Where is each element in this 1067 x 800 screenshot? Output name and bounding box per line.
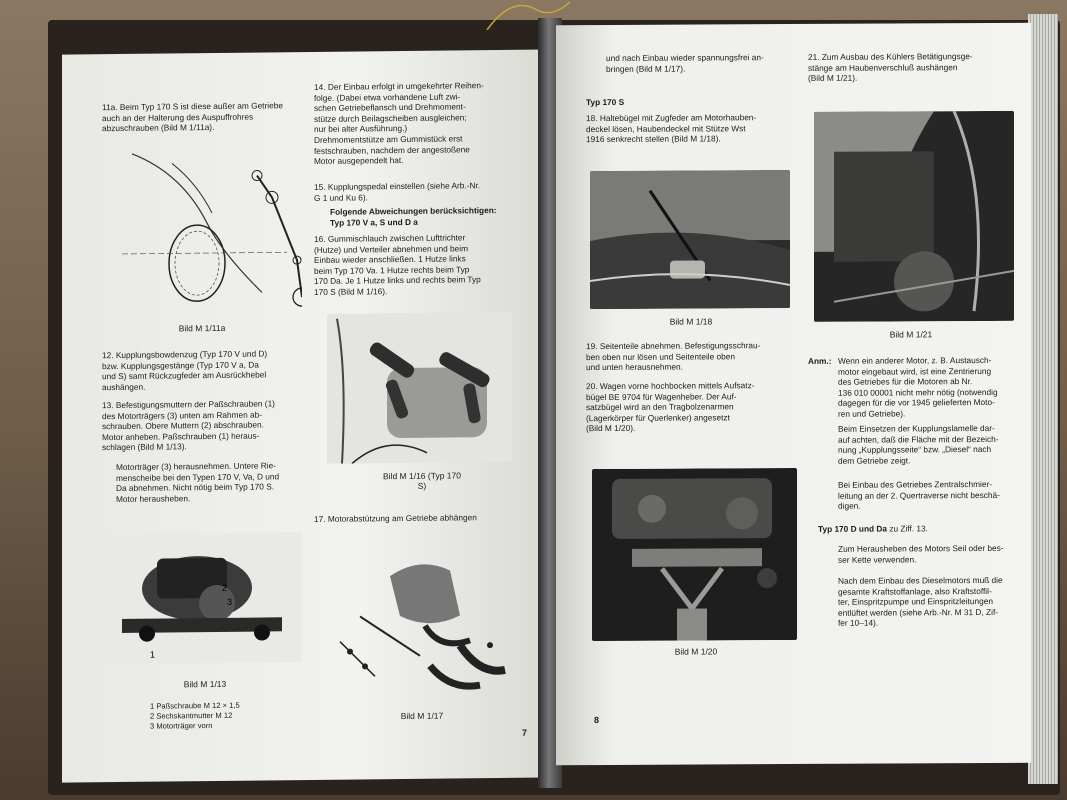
step-21: 21. Zum Ausbau des Kühlers Betätigungsge- stänge am Haubenverschluß aushängen (Bild M 1/21).	[808, 51, 973, 84]
callout-3: 3	[227, 596, 233, 607]
page-number-right: 8	[594, 715, 600, 726]
caption-m1-17: Bild M 1/17	[400, 710, 444, 722]
figure-m1-20-photo	[592, 468, 797, 641]
caption-m1-16: Bild M 1/16 (Typ 170 S)	[383, 470, 461, 491]
diesel-step-1: Zum Herausheben des Motors Seil oder bes- ser Kette verwenden.	[838, 542, 1004, 565]
step-14: 14. Der Einbau erfolgt in umgekehrter Reihen- folge. (Dabei etwa vorhandene Luft zwi- schen Getriebeflansch und Drehmoment- stütze durch Beilagscheiben ausgleichen; nur bei alter Ausführung.) Drehmomentstütze am Gummistück erst festschrauben, nachdem der angestoßene Motor ausgependelt hat.	[314, 80, 484, 167]
caption-m1-13: Bild M 1/13	[183, 678, 227, 690]
note-gearbox: Bei Einbau des Getriebes Zentralschmier- leitung an der 2. Quertraverse nicht beschä- digen.	[838, 478, 1000, 511]
page-number-left: 7	[522, 727, 528, 738]
figure-m1-16-photo	[327, 312, 512, 464]
step-17: 17. Motorabstützung am Getriebe abhängen	[314, 512, 477, 524]
caption-m1-11a: Bild M 1/11a	[178, 322, 226, 334]
step-12: 12. Kupplungsbowdenzug (Typ 170 V und D) bzw. Kupplungsgestänge (Typ 170 V a, Da und S) samt Rückzugfeder am Ausrückhebel aushängen.	[102, 348, 268, 392]
heading-deviations: Folgende Abweichungen berücksichtigen: Typ 170 V a, S und D a	[330, 205, 497, 228]
figure-m1-11a-drawing	[112, 142, 302, 319]
caption-m1-18: Bild M 1/18	[669, 316, 713, 327]
step-11a: 11a. Beim Typ 170 S ist diese außer am Getriebe auch an der Halterung des Auspuffrohres abzuschrauben (Bild M 1/11a).	[102, 100, 283, 134]
step-18: 18. Haltebügel mit Zugfeder am Motorhauben- deckel lösen, Haubendeckel mit Stütze Wst 1916 senkrecht stellen (Bild M 1/18).	[586, 112, 757, 145]
heading-typ-170d-bold: Typ 170 D und Da	[818, 523, 888, 534]
callout-1: 1	[150, 649, 156, 660]
diesel-step-2: Nach dem Einbau des Dieselmotors muß die gesamte Kraftstoffanlage, also Kraftstoffil- ter, Einspritzpumpe und Einspritzleitungen entlüftet werden (siehe Arb.-Nr. M 31 D, Zif- fer 10–14).	[838, 574, 1003, 629]
step-17-continued: und nach Einbau wieder spannungsfrei an- bringen (Bild M 1/17).	[606, 52, 764, 74]
caption-m1-21: Bild M 1/21	[889, 329, 933, 340]
heading-typ-170d-suffix: zu Ziff. 13.	[887, 523, 928, 534]
left-page	[62, 49, 556, 782]
step-19: 19. Seitenteile abnehmen. Befestigungsschrau- ben oben nur lösen und Seitenteile oben und unten herausnehmen.	[586, 340, 761, 373]
right-page	[556, 23, 1031, 765]
step-13-continued: Motorträger (3) herausnehmen. Untere Rie- menscheibe bei den Typen 170 V, Va, D und Da abnehmen. Nicht nötig beim Typ 170 S. Motor herausheben.	[116, 460, 280, 504]
figure-m1-21-photo	[814, 111, 1014, 322]
step-15: 15. Kupplungspedal einstellen (siehe Arb.-Nr. G 1 und Ku 6).	[314, 180, 481, 203]
figure-m1-18-photo	[590, 170, 790, 309]
step-16: 16. Gummischlauch zwischen Lufttrichter (Hutze) und Verteiler abnehmen und beim Einbau wieder anschließen. 1 Hutze links beim Typ 170 Va. 1 Hutze rechts beim Typ 170 Da. Je 1 Hutze links und rechts beim Typ 170 S (Bild M 1/16).	[314, 232, 481, 297]
heading-typ-170d	[818, 523, 1018, 535]
page-edges	[1028, 14, 1058, 784]
note-label: Anm.:	[808, 355, 832, 366]
caption-m1-20: Bild M 1/20	[674, 646, 718, 657]
step-13: 13. Befestigungsmuttern der Paßschrauben (1) des Motorträgers (3) unten am Rahmen ab- schrauben. Obere Muttern (2) abschrauben. Motor anheben. Paßschrauben (1) heraus- schlagen (Bild M 1/13).	[102, 398, 275, 453]
step-20: 20. Wagen vorne hochbocken mittels Aufsatz- bügel BE 9704 für Wagenheber. Der Auf- satzbügel wird an den Tragbolzenarmen (Lagerkörper für Querlenker) angesetzt (Bild M 1/20).	[586, 380, 755, 434]
legend-m1-13: 1 Paßschraube M 12 × 1,5 2 Sechskantmutter M 12 3 Motorträger vorn	[150, 700, 240, 731]
callout-2: 2	[222, 582, 228, 593]
figure-m1-17-drawing	[330, 555, 520, 702]
figure-m1-13-photo	[102, 532, 302, 664]
note-text: Wenn ein anderer Motor, z. B. Austausch- motor eingebaut wird, ist eine Zentrierung des Getriebes für die Motoren ab Nr. 136 010 00001 nicht mehr nötig (notwendig dagegen für die vor 1945 gelieferten Moto- ren und Getriebe).	[838, 354, 998, 419]
note-clutch: Beim Einsetzen der Kupplungslamelle dar- auf achten, daß die Fläche mit der Bezeich- nung „Kupplungsseite“ bzw. „Diesel“ nach dem Getriebe zeigt.	[838, 422, 999, 466]
heading-typ-170s: Typ 170 S	[586, 96, 625, 108]
